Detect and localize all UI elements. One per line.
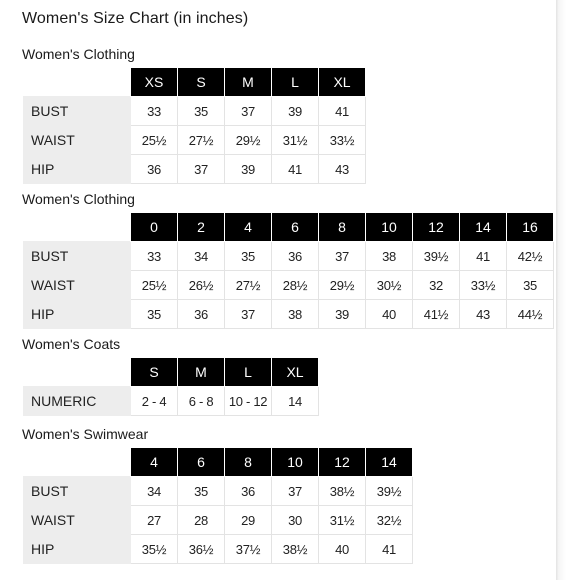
column-header: L xyxy=(272,68,319,97)
section-title-swimwear: Women's Swimwear xyxy=(22,426,149,442)
table-cell: 38½ xyxy=(319,477,366,506)
table-row xyxy=(24,271,554,300)
table-row xyxy=(24,506,413,535)
table-cell: 39½ xyxy=(413,242,460,271)
table-header-row xyxy=(24,68,366,97)
table-cell: 36 xyxy=(131,155,178,184)
table-cell: 35½ xyxy=(131,535,178,564)
table-cell: 36 xyxy=(178,300,225,329)
size-table-clothing-numeric xyxy=(23,212,554,329)
column-header: L xyxy=(225,358,272,387)
column-header: 6 xyxy=(272,213,319,242)
table-cell: 25½ xyxy=(131,126,178,155)
section-title-clothing-letter: Women's Clothing xyxy=(22,46,135,62)
column-header: 12 xyxy=(413,213,460,242)
table-cell: 37 xyxy=(178,155,225,184)
table-cell: 37 xyxy=(272,477,319,506)
table-cell: 41 xyxy=(366,535,413,564)
table-cell: 2 - 4 xyxy=(131,387,178,416)
column-header: M xyxy=(178,358,225,387)
column-header: XS xyxy=(131,68,178,97)
size-table-clothing-letter xyxy=(23,67,366,184)
table-row xyxy=(24,126,366,155)
table-row xyxy=(24,155,366,184)
table-cell: 35 xyxy=(507,271,554,300)
page-edge-shadow xyxy=(556,0,580,580)
table-cell: 41 xyxy=(272,155,319,184)
table-row xyxy=(24,97,366,126)
table-cell: 30 xyxy=(272,506,319,535)
section-title-clothing-numeric: Women's Clothing xyxy=(22,191,135,207)
row-label: BUST xyxy=(24,242,131,271)
column-header: 6 xyxy=(178,448,225,477)
table-cell: 37 xyxy=(225,97,272,126)
table-cell: 43 xyxy=(319,155,366,184)
size-table-coats xyxy=(23,357,319,416)
table-cell: 40 xyxy=(366,300,413,329)
corner-cell xyxy=(24,448,131,477)
table-cell: 33 xyxy=(131,242,178,271)
corner-cell xyxy=(24,213,131,242)
corner-cell xyxy=(24,358,131,387)
table-cell: 32 xyxy=(413,271,460,300)
table-cell: 43 xyxy=(460,300,507,329)
corner-cell xyxy=(24,68,131,97)
table-cell: 30½ xyxy=(366,271,413,300)
table-cell: 41 xyxy=(460,242,507,271)
table-cell: 10 - 12 xyxy=(225,387,272,416)
table-cell: 32½ xyxy=(366,506,413,535)
table-cell: 35 xyxy=(178,477,225,506)
table-cell: 35 xyxy=(131,300,178,329)
table-cell: 33½ xyxy=(319,126,366,155)
table-cell: 27½ xyxy=(178,126,225,155)
table-cell: 44½ xyxy=(507,300,554,329)
column-header: 14 xyxy=(366,448,413,477)
table-cell: 39 xyxy=(272,97,319,126)
table-cell: 29 xyxy=(225,506,272,535)
table-header-row xyxy=(24,213,554,242)
column-header: 16 xyxy=(507,213,554,242)
table-header-row xyxy=(24,448,413,477)
row-label: WAIST xyxy=(24,506,131,535)
column-header: 8 xyxy=(319,213,366,242)
table-cell: 36 xyxy=(272,242,319,271)
row-label: BUST xyxy=(24,97,131,126)
row-label: NUMERIC xyxy=(24,387,131,416)
table-cell: 38½ xyxy=(272,535,319,564)
column-header: 2 xyxy=(178,213,225,242)
table-cell: 35 xyxy=(225,242,272,271)
table-cell: 41 xyxy=(319,97,366,126)
row-label: HIP xyxy=(24,535,131,564)
table-row xyxy=(24,387,319,416)
table-cell: 42½ xyxy=(507,242,554,271)
column-header: 10 xyxy=(366,213,413,242)
table-cell: 26½ xyxy=(178,271,225,300)
size-table-swimwear xyxy=(23,447,413,564)
row-label: WAIST xyxy=(24,126,131,155)
table-cell: 6 - 8 xyxy=(178,387,225,416)
table-cell: 37 xyxy=(319,242,366,271)
table-cell: 27½ xyxy=(225,271,272,300)
table-cell: 38 xyxy=(366,242,413,271)
table-row xyxy=(24,300,554,329)
column-header: S xyxy=(178,68,225,97)
column-header: XL xyxy=(319,68,366,97)
table-cell: 34 xyxy=(131,477,178,506)
table-cell: 38 xyxy=(272,300,319,329)
section-title-coats: Women's Coats xyxy=(22,336,121,352)
column-header: 4 xyxy=(225,213,272,242)
table-cell: 41½ xyxy=(413,300,460,329)
column-header: M xyxy=(225,68,272,97)
table-cell: 28 xyxy=(178,506,225,535)
table-cell: 29½ xyxy=(225,126,272,155)
column-header: 14 xyxy=(460,213,507,242)
table-cell: 29½ xyxy=(319,271,366,300)
table-cell: 37½ xyxy=(225,535,272,564)
column-header: 4 xyxy=(131,448,178,477)
table-cell: 27 xyxy=(131,506,178,535)
table-cell: 35 xyxy=(178,97,225,126)
table-cell: 39½ xyxy=(366,477,413,506)
table-cell: 28½ xyxy=(272,271,319,300)
table-cell: 40 xyxy=(319,535,366,564)
table-cell: 14 xyxy=(272,387,319,416)
page-title: Women's Size Chart (in inches) xyxy=(22,10,249,27)
table-cell: 33½ xyxy=(460,271,507,300)
column-header: 0 xyxy=(131,213,178,242)
row-label: HIP xyxy=(24,300,131,329)
column-header: S xyxy=(131,358,178,387)
table-row xyxy=(24,242,554,271)
table-cell: 31½ xyxy=(272,126,319,155)
table-cell: 36½ xyxy=(178,535,225,564)
table-cell: 36 xyxy=(225,477,272,506)
table-cell: 25½ xyxy=(131,271,178,300)
table-header-row xyxy=(24,358,319,387)
table-cell: 33 xyxy=(131,97,178,126)
column-header: 10 xyxy=(272,448,319,477)
table-row xyxy=(24,535,413,564)
table-cell: 34 xyxy=(178,242,225,271)
table-cell: 39 xyxy=(319,300,366,329)
column-header: 8 xyxy=(225,448,272,477)
table-cell: 31½ xyxy=(319,506,366,535)
row-label: HIP xyxy=(24,155,131,184)
table-row xyxy=(24,477,413,506)
column-header: XL xyxy=(272,358,319,387)
row-label: BUST xyxy=(24,477,131,506)
column-header: 12 xyxy=(319,448,366,477)
table-cell: 37 xyxy=(225,300,272,329)
row-label: WAIST xyxy=(24,271,131,300)
table-cell: 39 xyxy=(225,155,272,184)
